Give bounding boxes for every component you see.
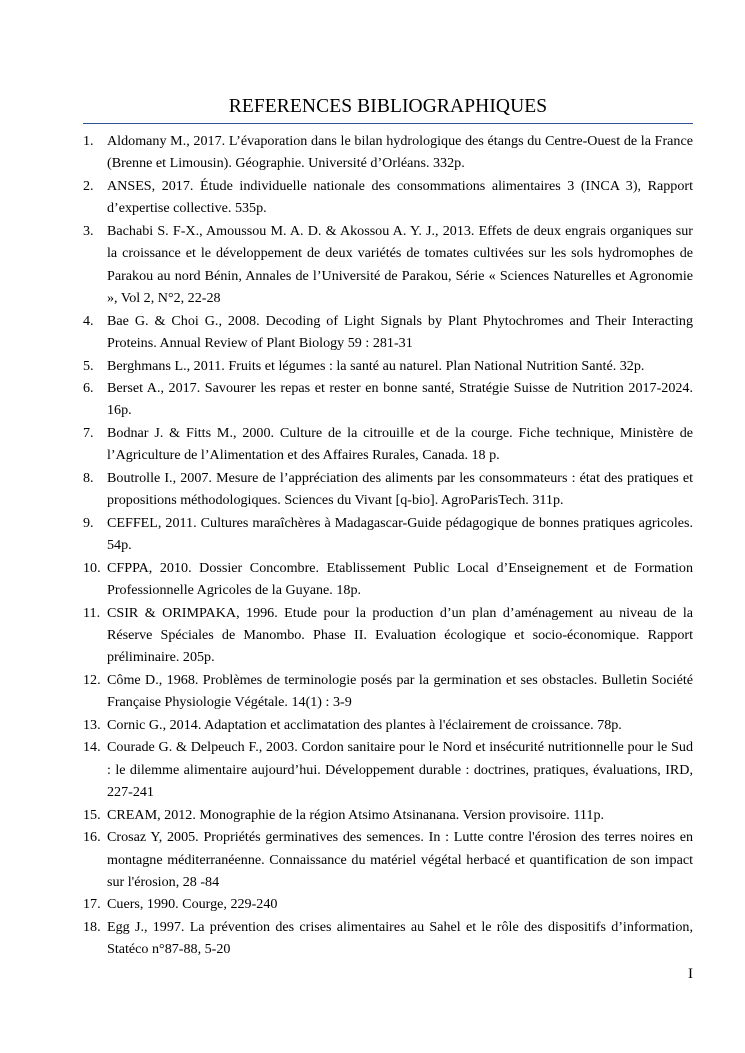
- reference-item: [83, 175, 693, 220]
- reference-number: 15.: [83, 806, 101, 823]
- reference-item: [83, 377, 693, 422]
- reference-text: Egg J., 1997. La prévention des crises alimentaires au Sahel et le rôle des dispositifs d’information, Statéco n°87-88, 5-20: [107, 918, 693, 958]
- reference-item: [83, 804, 693, 826]
- reference-text: Aldomany M., 2017. L’évaporation dans le bilan hydrologique des étangs du Centre-Ouest de la France (Brenne et Limousin). Géographie. Université d’Orléans. 332p.: [107, 133, 693, 172]
- reference-item: [83, 736, 693, 803]
- reference-number: 7.: [83, 424, 94, 441]
- reference-text: Berset A., 2017. Savourer les repas et rester en bonne santé, Stratégie Suisse de Nutrition 2017-2024. 16p.: [107, 379, 693, 419]
- reference-text: Côme D., 1968. Problèmes de terminologie posés par la germination et ses obstacles. Bulletin Société Française Physiologie Végétale. 14(1) : 3-9: [107, 671, 693, 711]
- reference-text: CREAM, 2012. Monographie de la région Atsimo Atsinanana. Version provisoire. 111p.: [107, 806, 605, 823]
- reference-number: 16.: [83, 829, 101, 846]
- reference-number: 1.: [83, 133, 94, 149]
- reference-item: [83, 355, 693, 377]
- reference-item: [83, 220, 693, 310]
- page-title: REFERENCES BIBLIOGRAPHIQUES: [228, 96, 548, 117]
- reference-item: [83, 467, 693, 512]
- reference-number: 12.: [83, 671, 101, 688]
- reference-item: [83, 557, 693, 602]
- reference-item: [83, 714, 693, 736]
- reference-text: Cornic G., 2014. Adaptation et acclimatation des plantes à l'éclairement de croissance. 78p.: [107, 716, 622, 733]
- reference-number: 3.: [83, 222, 94, 239]
- reference-item: [83, 310, 693, 355]
- reference-text: CEFFEL, 2011. Cultures maraîchères à Madagascar-Guide pédagogique de bonnes pratiques agricoles. 54p.: [107, 514, 693, 554]
- reference-item: [83, 669, 693, 714]
- reference-number: 10.: [83, 559, 101, 576]
- reference-number: 2.: [83, 177, 94, 194]
- reference-number: 11.: [83, 604, 101, 621]
- reference-item: [83, 130, 693, 175]
- reference-text: CFPPA, 2010. Dossier Concombre. Etablissement Public Local d’Enseignement et de Formation Professionnelle Agricoles de la Guyane. 18p.: [107, 559, 693, 599]
- reference-text: Courade G. & Delpeuch F., 2003. Cordon sanitaire pour le Nord et insécurité nutritionnelle pour le Sud : le dilemme alimentaire aujourd’hui. Développement durable : doctrines, pratiques, évaluations, IRD, 227-241: [107, 739, 693, 801]
- reference-text: Crosaz Y, 2005. Propriétés germinatives des semences. In : Lutte contre l'érosion des terres noires en montagne méditerranéenne. Connaissance du matériel végétal herbacé et quantification de son impact sur l'érosion, 28 -84: [107, 829, 693, 890]
- reference-item: [83, 422, 693, 467]
- reference-item: [83, 893, 693, 915]
- reference-text: Bodnar J. & Fitts M., 2000. Culture de la citrouille et de la courge. Fiche technique, Ministère de l’Agriculture de l’Alimentation et des Affaires Rurales, Canada. 18 p.: [107, 424, 693, 464]
- reference-number: 5.: [83, 357, 94, 374]
- reference-number: 8.: [83, 469, 94, 486]
- reference-text: Cuers, 1990. Courge, 229-240: [107, 896, 278, 913]
- reference-list: [83, 130, 693, 961]
- page-number: I: [688, 966, 693, 982]
- reference-text: ANSES, 2017. Étude individuelle nationale des consommations alimentaires 3 (INCA 3), Rapport d’expertise collective. 535p.: [107, 177, 693, 217]
- reference-number: 4.: [83, 312, 94, 329]
- reference-number: 6.: [83, 379, 94, 396]
- reference-text: Bachabi S. F-X., Amoussou M. A. D. & Akossou A. Y. J., 2013. Effets de deux engrais organiques sur la croissance et le développement de deux variétés de tomates cultivées sur les sols hydromophes de Parakou au nord Bénin, Annales de l’Université de Parakou, Série « Sciences Naturelles et Agronomie », Vol 2, N°2, 22-28: [107, 222, 693, 307]
- reference-text: Boutrolle I., 2007. Mesure de l’appréciation des aliments par les consommateurs : état des pratiques et propositions méthodologiques. Sciences du Vivant [q-bio]. AgroParisTech. 311p.: [107, 469, 693, 509]
- reference-text: CSIR & ORIMPAKA, 1996. Etude pour la production d’un plan d’aménagement au niveau de la Réserve Spéciales de Manombo. Phase II. Evaluation écologique et socio-économique. Rapport préliminaire. 205p.: [107, 604, 693, 666]
- reference-item: [83, 512, 693, 557]
- reference-number: 9.: [83, 514, 94, 531]
- reference-text: Bae G. & Choi G., 2008. Decoding of Light Signals by Plant Phytochromes and Their Interacting Proteins. Annual Review of Plant Biology 59 : 281-31: [107, 312, 693, 352]
- reference-number: 13.: [83, 716, 101, 733]
- reference-number: 14.: [83, 739, 101, 756]
- reference-item: [83, 602, 693, 669]
- reference-text: Berghmans L., 2011. Fruits et légumes : la santé au naturel. Plan National Nutrition Santé. 32p.: [107, 357, 645, 374]
- reference-number: 18.: [83, 918, 101, 935]
- reference-item: [83, 826, 693, 893]
- title-underline: [83, 123, 693, 124]
- reference-item: [83, 916, 693, 961]
- reference-number: 17.: [83, 896, 101, 913]
